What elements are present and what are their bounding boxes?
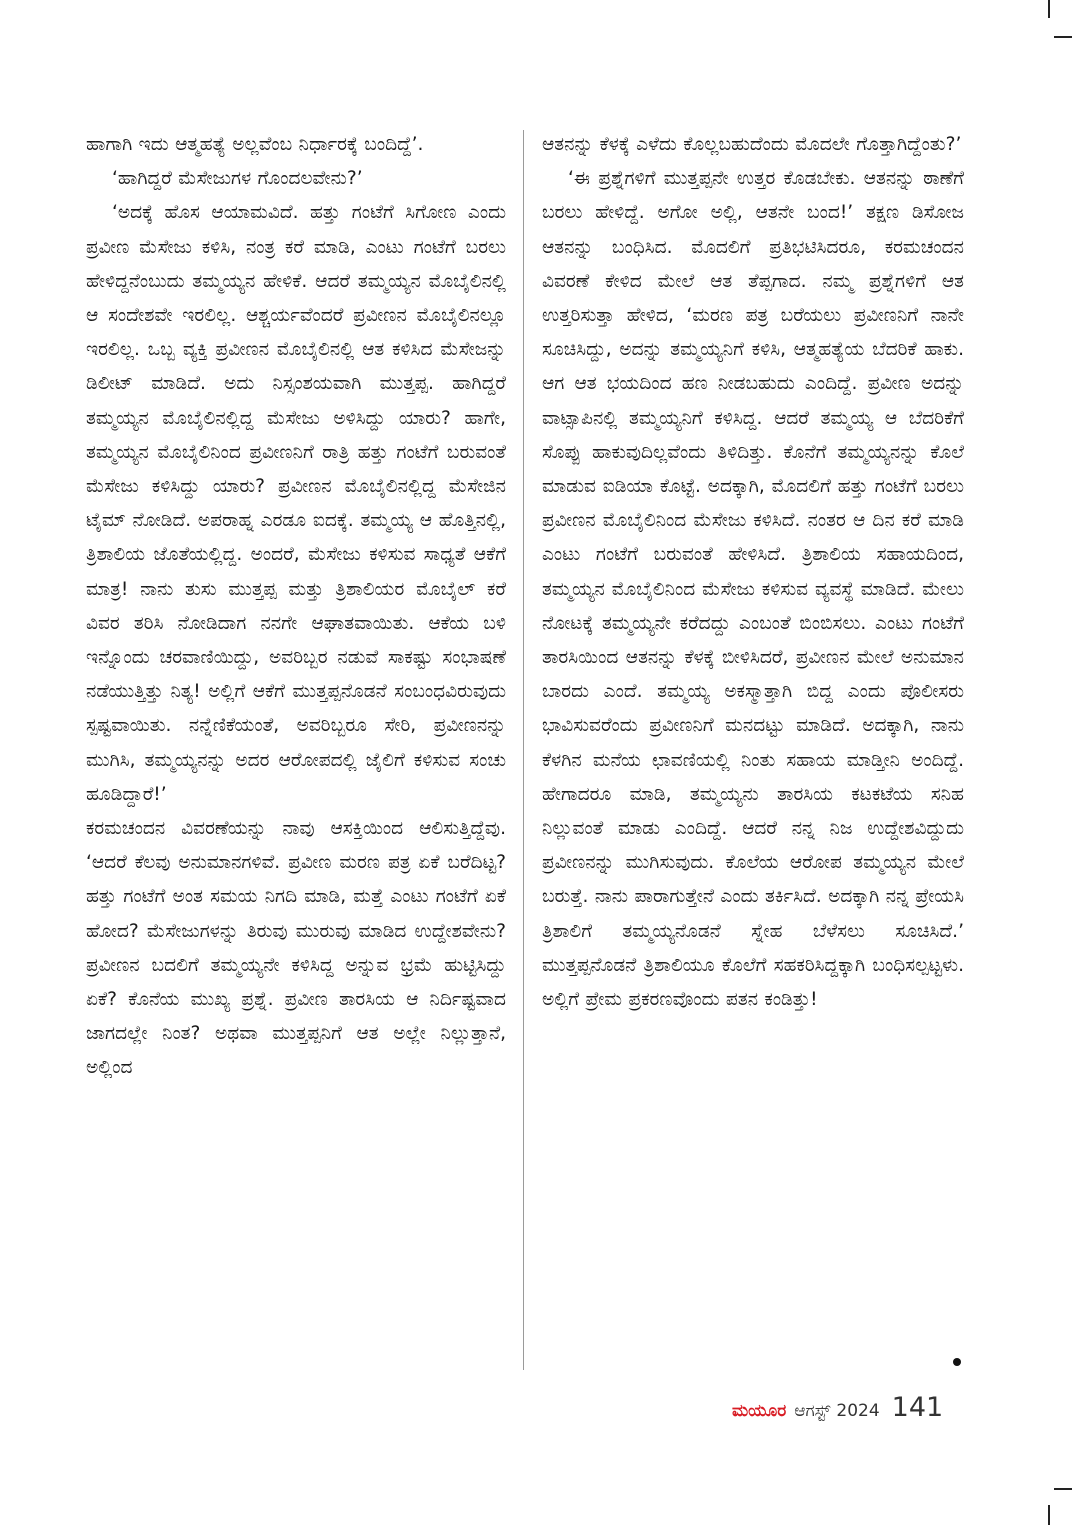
issue-year: 2024 <box>836 1401 880 1421</box>
left-column <box>86 128 506 1086</box>
end-of-article-bullet-icon <box>953 1358 961 1366</box>
paragraph: ಹಾಗಾಗಿ ಇದು ಆತ್ಮಹತ್ಯೆ ಅಲ್ಲವೆಂಬ ನಿರ್ಧಾರಕ್ಕೆ ಬಂದಿದ್ದೆ’. <box>86 134 424 155</box>
paragraph: ‘ಹಾಗಿದ್ದರೆ ಮೆಸೇಜುಗಳ ಗೊಂದಲವೇನು?’ <box>112 168 363 190</box>
crop-mark-top <box>1048 0 1050 18</box>
column-divider <box>523 130 524 1370</box>
paragraph: ಆತನನ್ನು ಕೆಳಕ್ಕೆ ಎಳೆದು ಕೊಲ್ಲಬಹುದೆಂದು ಮೊದಲೇ ಗೊತ್ತಾಗಿದ್ದೆಂತು?’ <box>542 134 962 155</box>
article-body <box>86 128 966 1378</box>
crop-mark-top-right <box>1054 36 1072 38</box>
magazine-brand: ಮಯೂರ <box>732 1401 787 1421</box>
page-footer <box>732 1392 943 1428</box>
crop-mark-bottom-right <box>1054 1488 1072 1490</box>
paragraph: ‘ಈ ಪ್ರಶ್ನೆಗಳಿಗೆ ಮುತ್ತಪ್ಪನೇ ಉತ್ತರ ಕೊಡಬೇಕು. ಆತನನ್ನು ಠಾಣೆಗೆ ಬರಲು ಹೇಳಿದ್ದೆ. ಅಗೋ ಅಲ್ಲಿ, ಆತನೇ ಬಂದ!’ ತಕ್ಷಣ ಡಿಸೋಜ ಆತನನ್ನು ಬಂಧಿಸಿದ. ಮೊದಲಿಗೆ ಪ್ರತಿಭಟಿಸಿದರೂ, ಕರಮಚಂದನ ವಿವರಣೆ ಕೇಳಿದ ಮೇಲೆ ಆತ ತೆಪ್ಪಗಾದ. ನಮ್ಮ ಪ್ರಶ್ನೆಗಳಿಗೆ ಆತ ಉತ್ತರಿಸುತ್ತಾ ಹೇಳಿದ, ‘ಮರಣ ಪತ್ರ ಬರೆಯಲು ಪ್ರವೀಣನಿಗೆ ನಾನೇ ಸೂಚಿಸಿದ್ದು, ಅದನ್ನು ತಮ್ಮಯ್ಯನಿಗೆ ಕಳಿಸಿ, ಆತ್ಮಹತ್ಯೆಯ ಬೆದರಿಕೆ ಹಾಕು. ಆಗ ಆತ ಭಯದಿಂದ ಹಣ ನೀಡಬಹುದು ಎಂದಿದ್ದೆ. ಪ್ರವೀಣ ಅದನ್ನು ವಾಟ್ಸಾಪಿನಲ್ಲಿ ತಮ್ಮಯ್ಯನಿಗೆ ಕಳಿಸಿದ್ದ. ಆದರೆ ತಮ್ಮಯ್ಯ ಆ ಬೆದರಿಕೆಗೆ ಸೊಪ್ಪು ಹಾಕುವುದಿಲ್ಲವೆಂದು ತಿಳಿದಿತ್ತು. ಕೊನೆಗೆ ತಮ್ಮಯ್ಯನನ್ನು ಕೊಲೆ ಮಾಡುವ ಐಡಿಯಾ ಕೊಟ್ಟೆ. ಅದಕ್ಕಾಗಿ, ಮೊದಲಿಗೆ ಹತ್ತು ಗಂಟೆಗೆ ಬರಲು ಪ್ರವೀಣನ ಮೊಬೈಲಿನಿಂದ ಮೆಸೇಜು ಕಳಿಸಿದೆ. ನಂತರ ಆ ದಿನ ಕರೆ ಮಾಡಿ ಎಂಟು ಗಂಟೆಗೆ ಬರುವಂತೆ ಹೇಳಿಸಿದೆ. ತ್ರಿಶಾಲಿಯ ಸಹಾಯದಿಂದ, ತಮ್ಮಯ್ಯನ ಮೊಬೈಲಿನಿಂದ ಮೆಸೇಜು ಕಳಿಸುವ ವ್ಯವಸ್ಥೆ ಮಾಡಿದೆ. ಮೇಲು ನೋಟಕ್ಕೆ ತಮ್ಮಯ್ಯನೇ ಕರೆದದ್ದು ಎಂಬಂತೆ ಬಿಂಬಿಸಲು. ಎಂಟು ಗಂಟೆಗೆ ತಾರಸಿಯಿಂದ ಆತನನ್ನು ಕೆಳಕ್ಕೆ ಬೀಳಿಸಿದರೆ, ಪ್ರವೀಣನ ಮೇಲೆ ಅನುಮಾನ ಬಾರದು ಎಂದೆ. ತಮ್ಮಯ್ಯ ಅಕಸ್ಮಾತ್ತಾಗಿ ಬಿದ್ದ ಎಂದು ಪೊಲೀಸರು ಭಾವಿಸುವರೆಂದು ಪ್ರವೀಣನಿಗೆ ಮನದಟ್ಟು ಮಾಡಿದೆ. ಅದಕ್ಕಾಗಿ, ನಾನು ಕೆಳಗಿನ ಮನೆಯ ಛಾವಣಿಯಲ್ಲಿ ನಿಂತು ಸಹಾಯ ಮಾಡ್ತೀನಿ ಅಂದಿದ್ದೆ. ಹೇಗಾದರೂ ಮಾಡಿ, ತಮ್ಮಯ್ಯನು ತಾರಸಿಯ ಕಟಕಟೆಯ ಸನಿಹ ನಿಲ್ಲುವಂತೆ ಮಾಡು ಎಂದಿದ್ದೆ. ಆದರೆ ನನ್ನ ನಿಜ ಉದ್ದೇಶವಿದ್ದುದು ಪ್ರವೀಣನನ್ನು ಮುಗಿಸುವುದು. ಕೊಲೆಯ ಆರೋಪ ತಮ್ಮಯ್ಯನ ಮೇಲೆ ಬರುತ್ತೆ. ನಾನು ಪಾರಾಗುತ್ತೇನೆ ಎಂದು ತರ್ಕಿಸಿದೆ. ಅದಕ್ಕಾಗಿ ನನ್ನ ಪ್ರೇಯಸಿ ತ್ರಿಶಾಲಿಗೆ ತಮ್ಮಯ್ಯನೊಡನೆ ಸ್ನೇಹ ಬೆಳೆಸಲು ಸೂಚಿಸಿದೆ.’ ಮುತ್ತಪ್ಪನೊಡನೆ ತ್ರಿಶಾಲಿಯೂ ಕೊಲೆಗೆ ಸಹಕರಿಸಿದ್ದಕ್ಕಾಗಿ ಬಂಧಿಸಲ್ಪಟ್ಟಳು. ಅಲ್ಲಿಗೆ ಪ್ರೇಮ ಪ್ರಕರಣವೊಂದು ಪತನ ಕಂಡಿತ್ತು! <box>542 168 964 1011</box>
right-column <box>542 128 964 1017</box>
paragraph: ಕರಮಚಂದನ ವಿವರಣೆಯನ್ನು ನಾವು ಆಸಕ್ತಿಯಿಂದ ಆಲಿಸುತ್ತಿದ್ದೆವು. ‘ಆದರೆ ಕೆಲವು ಅನುಮಾನಗಳಿವೆ. ಪ್ರವೀಣ ಮರಣ ಪತ್ರ ಏಕೆ ಬರೆದಿಟ್ಟ? ಹತ್ತು ಗಂಟೆಗೆ ಅಂತ ಸಮಯ ನಿಗದಿ ಮಾಡಿ, ಮತ್ತೆ ಎಂಟು ಗಂಟೆಗೆ ಏಕೆ ಹೋದ? ಮೆಸೇಜುಗಳನ್ನು ತಿರುವು ಮುರುವು ಮಾಡಿದ ಉದ್ದೇಶವೇನು? ಪ್ರವೀಣನ ಬದಲಿಗೆ ತಮ್ಮಯ್ಯನೇ ಕಳಿಸಿದ್ದ ಅನ್ನುವ ಭ್ರಮೆ ಹುಟ್ಟಿಸಿದ್ದು ಏಕೆ? ಕೊನೆಯ ಮುಖ್ಯ ಪ್ರಶ್ನೆ. ಪ್ರವೀಣ ತಾರಸಿಯ ಆ ನಿರ್ದಿಷ್ಟವಾದ ಜಾಗದಲ್ಲೇ ನಿಂತ? ಅಥವಾ ಮುತ್ತಪ್ಪನಿಗೆ ಆತ ಅಲ್ಲೇ ನಿಲ್ಲುತ್ತಾನೆ, ಅಲ್ಲಿಂದ <box>86 818 506 1079</box>
issue-month: ಆಗಸ್ಟ್ <box>794 1401 831 1421</box>
crop-mark-bottom <box>1048 1505 1050 1525</box>
paragraph: ‘ಅದಕ್ಕೆ ಹೊಸ ಆಯಾಮವಿದೆ. ಹತ್ತು ಗಂಟೆಗೆ ಸಿಗೋಣ ಎಂದು ಪ್ರವೀಣ ಮೆಸೇಜು ಕಳಿಸಿ, ನಂತ್ರ ಕರೆ ಮಾಡಿ, ಎಂಟು ಗಂಟೆಗೆ ಬರಲು ಹೇಳಿದ್ದನೆಂಬುದು ತಮ್ಮಯ್ಯನ ಹೇಳಿಕೆ. ಆದರೆ ತಮ್ಮಯ್ಯನ ಮೊಬೈಲಿನಲ್ಲಿ ಆ ಸಂದೇಶವೇ ಇರಲಿಲ್ಲ. ಆಶ್ಚರ್ಯವೆಂದರೆ ಪ್ರವೀಣನ ಮೊಬೈಲಿನಲ್ಲೂ ಇರಲಿಲ್ಲ. ಒಬ್ಬ ವ್ಯಕ್ತಿ ಪ್ರವೀಣನ ಮೊಬೈಲಿನಲ್ಲಿ ಆತ ಕಳಿಸಿದ ಮೆಸೇಜನ್ನು ಡಿಲೀಟ್ ಮಾಡಿದೆ. ಅದು ನಿಸ್ಸಂಶಯವಾಗಿ ಮುತ್ತಪ್ಪ. ಹಾಗಿದ್ದರೆ ತಮ್ಮಯ್ಯನ ಮೊಬೈಲಿನಲ್ಲಿದ್ದ ಮೆಸೇಜು ಅಳಿಸಿದ್ದು ಯಾರು? ಹಾಗೇ, ತಮ್ಮಯ್ಯನ ಮೊಬೈಲಿನಿಂದ ಪ್ರವೀಣನಿಗೆ ರಾತ್ರಿ ಹತ್ತು ಗಂಟೆಗೆ ಬರುವಂತೆ ಮೆಸೇಜು ಕಳಿಸಿದ್ದು ಯಾರು? ಪ್ರವೀಣನ ಮೊಬೈಲಿನಲ್ಲಿದ್ದ ಮೆಸೇಜಿನ ಟೈಮ್ ನೋಡಿದೆ. ಅಪರಾಹ್ನ ಎರಡೂ ಐದಕ್ಕೆ. ತಮ್ಮಯ್ಯ ಆ ಹೊತ್ತಿನಲ್ಲಿ, ತ್ರಿಶಾಲಿಯ ಜೊತೆಯಲ್ಲಿದ್ದ. ಅಂದರೆ, ಮೆಸೇಜು ಕಳಿಸುವ ಸಾಧ್ಯತೆ ಆಕೆಗೆ ಮಾತ್ರ! ನಾನು ತುಸು ಮುತ್ತಪ್ಪ ಮತ್ತು ತ್ರಿಶಾಲಿಯರ ಮೊಬೈಲ್ ಕರೆ ವಿವರ ತರಿಸಿ ನೋಡಿದಾಗ ನನಗೇ ಆಘಾತವಾಯಿತು. ಆಕೆಯ ಬಳಿ ಇನ್ನೊಂದು ಚರವಾಣಿಯಿದ್ದು, ಅವರಿಬ್ಬರ ನಡುವೆ ಸಾಕಷ್ಟು ಸಂಭಾಷಣೆ ನಡೆಯುತ್ತಿತ್ತು ನಿತ್ಯ! ಅಲ್ಲಿಗೆ ಆಕೆಗೆ ಮುತ್ತಪ್ಪನೊಡನೆ ಸಂಬಂಧವಿರುವುದು ಸ್ಪಷ್ಟವಾಯಿತು. ನನ್ನೆಣಿಕೆಯಂತೆ, ಅವರಿಬ್ಬರೂ ಸೇರಿ, ಪ್ರವೀಣನನ್ನು ಮುಗಿಸಿ, ತಮ್ಮಯ್ಯನನ್ನು ಅದರ ಆರೋಪದಲ್ಲಿ ಜೈಲಿಗೆ ಕಳಿಸುವ ಸಂಚು ಹೂಡಿದ್ದಾರೆ!’ <box>86 202 506 805</box>
page-number: 141 <box>891 1392 944 1423</box>
